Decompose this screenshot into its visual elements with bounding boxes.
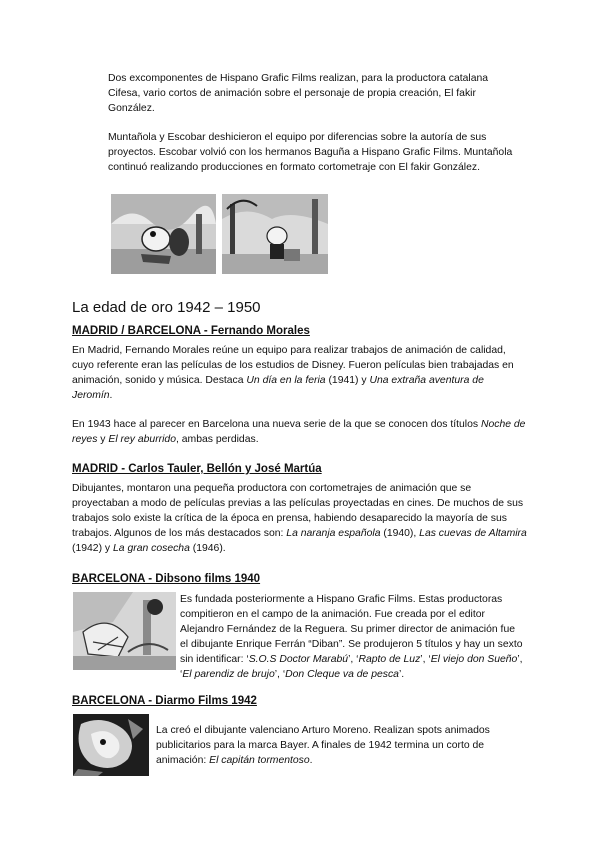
intro-paragraph-2 [108,130,523,175]
dibsono-paragraph [180,592,525,682]
text: ’, ‘ [274,669,286,680]
text: Es fundada posteriormente a Hispano Grafic Films. Estas productoras compitieron en el campo de la animación. Fue creada por el editor Alejandro Fernández de la Reguera. Su primer director de animación fue el dibujante Enrique Ferrán “Diban”. Se produjeron 5 títulos y hay un sexto sin identificar: ‘ [180,594,523,665]
intro-paragraph-1 [108,71,523,116]
film-title: El rey aburrido [108,434,176,445]
text: . [109,390,113,401]
dibsono-film-still [73,592,176,670]
intro-text-2: Muntañola y Escobar deshicieron el equipo por diferencias sobre la autoría de sus proyectos. Escobar volvió con los hermanos Baguña a Hispano Grafic Films. Muntañola continuó realizando producciones en formato cortometraje con El fakir González. [108,132,513,173]
text: (1946). [189,543,226,554]
text: En 1943 hace al parecer en Barcelona una nueva serie de la que se conocen dos títulos [72,419,481,430]
text: En Madrid, Fernando Morales reúne un equipo para realizar trabajos de animación de calidad, cuyo referente eran las películas de los estudios de Disney. Fueron películas bien trabajadas en animación, sonido y música. Destaca [72,345,514,386]
film-title: Un día en la feria [246,375,326,386]
morales-paragraph-2 [72,417,527,447]
text: ’, ‘ [420,654,431,665]
film-title: La naranja española [286,528,381,539]
text: ’, ‘ [348,654,359,665]
text: (1941) y [325,375,370,386]
film-still-fakir-1 [111,194,216,274]
morales-paragraph-1 [72,343,527,403]
tauler-paragraph [72,481,527,556]
film-title: El parendiz de brujo [182,669,275,680]
film-title: S.O.S Doctor Marabú [248,654,349,665]
text: Dibujantes, montaron una pequeña productora con cortometrajes de animación que se proyectaban a modo de películas previas a las películas proyectadas en cines. De muchos de sus trabajos solo existe la crítica de la época en prensa, habiendo desaparecido la mayoría de sus trabajos. Algunos de los más destacados son: [72,483,524,539]
diarmo-film-still [73,714,149,776]
diarmo-paragraph [156,723,526,768]
intro-text-1: Dos excomponentes de Hispano Grafic Films realizan, para la productora catalana Cifesa, vario cortos de animación sobre el personaje de propia creación, El fakir González. [108,73,489,114]
film-still-fakir-2 [222,194,328,274]
text: y [97,434,109,445]
morales-heading: MADRID / BARCELONA - Fernando Morales [72,325,310,337]
tauler-heading: MADRID - Carlos Tauler, Bellón y José Martúa [72,463,322,475]
film-title: La gran cosecha [113,543,190,554]
section-title: La edad de oro 1942 – 1950 [72,299,261,316]
text: . [309,755,313,766]
text: La creó el dibujante valenciano Arturo Moreno. Realizan spots animados publicitarios para la marca Bayer. A finales de 1942 termina un corto de animación: [156,725,490,766]
film-title: Una extraña aventura de Jeromín [72,375,484,401]
text: , ambas perdidas. [175,434,259,445]
film-title: Las cuevas de Altamira [419,528,527,539]
dibsono-heading: BARCELONA - Dibsono films 1940 [72,573,261,585]
film-title: El capitán tormentoso [209,755,310,766]
text: (1942) y [72,543,114,554]
text: ’. [398,669,405,680]
text: (1940), [380,528,420,539]
film-title: Noche de reyes [72,419,526,445]
film-title: Rapto de Luz [358,654,421,665]
film-title: El viejo don Sueño [430,654,518,665]
film-title: Don Cleque va de pesca [285,669,399,680]
diarmo-heading: BARCELONA - Diarmo Films 1942 [72,695,257,707]
text: ’, ‘ [180,654,523,680]
